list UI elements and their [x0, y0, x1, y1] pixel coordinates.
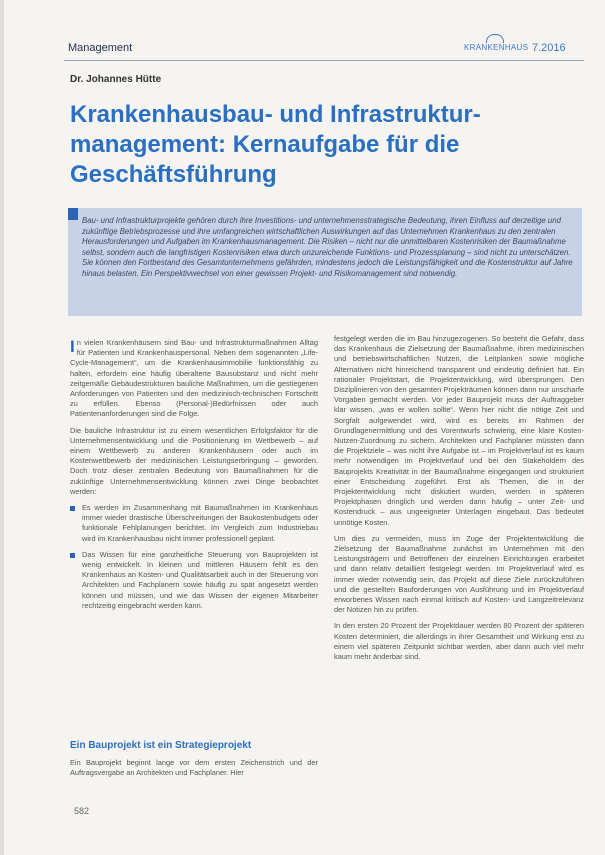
article-abstract-box: [68, 208, 582, 316]
article-title: Krankenhausbau- und Infrastruktur-management: Kernaufgabe für die Geschäftsführung: [70, 101, 481, 188]
right-paragraph-2: Um dies zu vermeiden, muss im Zuge der Projektentwicklung die Zielsetzung der Baumaßnahme zunächst im Unternehmen mit den Leistungsträgern und Betroffenen der einzelnen Einrichtungen erarbeitet und dann relativ detailliert festgelegt werden. Im Projektverlauf wird es immer wieder notwendig sein, das Projekt auf diese Ziele zurückzuführen und die gestellten Bauforderungen von Ausführung und im Projektverlauf erworbenes Wissen nach einmal kritisch auf Kosten- und Langzeitrelevanz der Notizen hin zu prüfen.: [334, 533, 584, 615]
bullet-item-1-text: Es werden im Zusammenhang mit Baumaßnahmen im Krankenhaus immer wieder drastische Überschreitungen der Baukostenbudgets oder funktionale Fehlplanungen berichtet. Im Vergleich zum Industriebau wird im Krankenhausbau nicht immer professionell geplant.: [82, 503, 318, 543]
left-paragraph-1-text: n vielen Krankenhäusern sind Bau- und Infrastrukturmaßnahmen Alltag für Patienten und Krankenhauspersonal. Neben dem sogenannten „Life-Cycle-Management“, um die Krankenhausimmobilie funktionsfähig zu halten, erfordern eine häufig überalterte Bausubstanz und nicht mehr zeitgemäße Gebäudestrukturen bauliche Maßnahmen, um die gestiegenen Anforderungen von Patienten und den medizinisch-technischen Fortschritt zu erfüllen. Ebenso (Personal-)Bedürfnissen oder auch Patientenanforderungen sind die Folge.: [70, 338, 318, 419]
abstract-text: Bau- und Infrastrukturprojekte gehören durch ihre Investitions- und unternehmensstrategische Bedeutung, ihren Einfluss auf derzeitige und zukünftige Betriebsprozesse und ihre umfangreichen wirtschaftlichen Auswirkungen auf das Unternehmen Krankenhaus zu den zentralen Herausforderungen und Aufgaben im Krankenhausmanagement. Die Risiken – nicht nur die unmittelbaren Kostenrisiken der Baumaßnahme selbst, sondern auch die langfristigen Kostenrisiken etwa durch unzureichende Funktions- und Prozessplanung – sind nicht zu unterschätzen. Sie können den Fortbestand des Gesamtunternehmens gefährden, mindestens jedoch die Leistungsfähigkeit und die Kostenstruktur auf Jahre hinaus belasten. Ein Perspektivwechsel von einer gewissen Projekt- und Risikomanagement sind notwendig.: [82, 216, 573, 278]
page-spine-shadow: [0, 0, 4, 855]
author-name: Dr. Johannes Hütte: [70, 74, 162, 85]
section-subheading: Ein Bauprojekt ist ein Strategieprojekt: [70, 740, 252, 751]
logo-wordmark: KRANKENHAUS: [464, 43, 529, 52]
bullet-item-2-text: Das Wissen für eine ganzheitliche Steuerung von Bauprojekten ist wenig entwickelt. In kleinen und mittleren Häusern fehlt es den Krankenhaus an Kosten- und Qualitätsarbeit auch in der Steuerung von Architekten und Fachplanern sowie häufig zu spät angesetzt werden können und müssen, und wie das Wissen der eigenen Mitarbeiter rechtzeitig eingebracht werden kann.: [82, 549, 318, 610]
page-number: 582: [74, 806, 90, 816]
bullet-square-icon: [70, 506, 75, 511]
right-paragraph-3: In den ersten 20 Prozent der Projektdauer werden 80 Prozent der späteren Kosten determiniert, die allerdings in ihrer Gesamtheit und Wirkung erst zu einem viel späteren Zeitpunkt sichtbar werden, aber dann auch viel mehr kaum mehr änderbar sind.: [334, 621, 584, 662]
right-column: [334, 334, 584, 668]
bullet-square-icon: [70, 553, 75, 558]
bullet-item-2: [70, 550, 318, 611]
magazine-logo: [464, 34, 529, 56]
drop-cap: I: [70, 337, 75, 356]
right-paragraph-1: festgelegt werden die im Bau hinzugezogenen. So besteht die Gefahr, dass das Krankenhaus die Zielsetzung der Baumaßnahme, ihren medizinischen und betriebswirtschaftlichen Nutzen, die Leitplanken sowie mögliche Alternativen nicht hinreichend transparent und eindeutig definiert hat. Ein rationaler Projektstart, die Projektentwicklung, wird übersprungen. Den Disziplinieren von den gesamten Projekträumen können dann nur unscharfe Vorgaben gemacht werden. Vor jeder Bauprojekt muss der Auftraggeber klar wissen, „was er wollen sollte“. Wenn hier nicht die nötige Zeit und Sorgfalt aufgewendet wird, wird es bereits im Rahmen der Grundlagenermittlung und des Vorentwurfs schwierig, eine klare Kosten-Nutzen-Zuordnung zu sichern. Architekten und Fachplaner müssten dann die Projektziele – was nicht ihre Aufgabe ist – im Projektverlauf ist es kaum mehr notwendigen im Projektverlauf und bei den Stakeholdern des Bauprojekts Kreativität in der Baumaßnahme eingegangen und strukturiert einer Entscheidung zugeführt. Erst als Themen, die in der Projektentwicklung nicht diskutiert wurden, werden in späteren Projektphasen dringlich und werden dann häufig – unter Zeit- und Kostendruck – aus ungeeigneter Unterlagen eingebaut. Das bedeutet unnötige Kosten.: [334, 334, 584, 527]
left-paragraph-1: [70, 338, 318, 420]
bullet-item-1: [70, 503, 318, 544]
left-paragraph-2: Die bauliche Infrastruktur ist zu einem wesentlichen Erfolgsfaktor für die Unternehmensentwicklung und die Positionierung im Wettbewerb – auf einem Wettbewerb zu anderen Krankenhäusern oder auch im Kostenwettbewerb der medizinischen Leistungserbringung – geworden. Doch trotz dieser zentralen Bedeutung von Baumaßnahmen für die zukünftige Unternehmensentwicklung können zwei Dinge beobachtet werden:: [70, 425, 318, 496]
page-header: [64, 36, 584, 61]
abstract-corner-marker: [68, 208, 78, 220]
left-column: [70, 338, 318, 617]
left-paragraph-3: Ein Bauprojekt beginnt lange vor dem ersten Zeichenstrich und der Auftragsvergabe an Architekten und Fachplaner. Hier: [70, 758, 318, 778]
issue-number: 7.2016: [532, 42, 566, 54]
section-label: Management: [68, 42, 133, 54]
logo-arc-icon: [486, 34, 504, 43]
